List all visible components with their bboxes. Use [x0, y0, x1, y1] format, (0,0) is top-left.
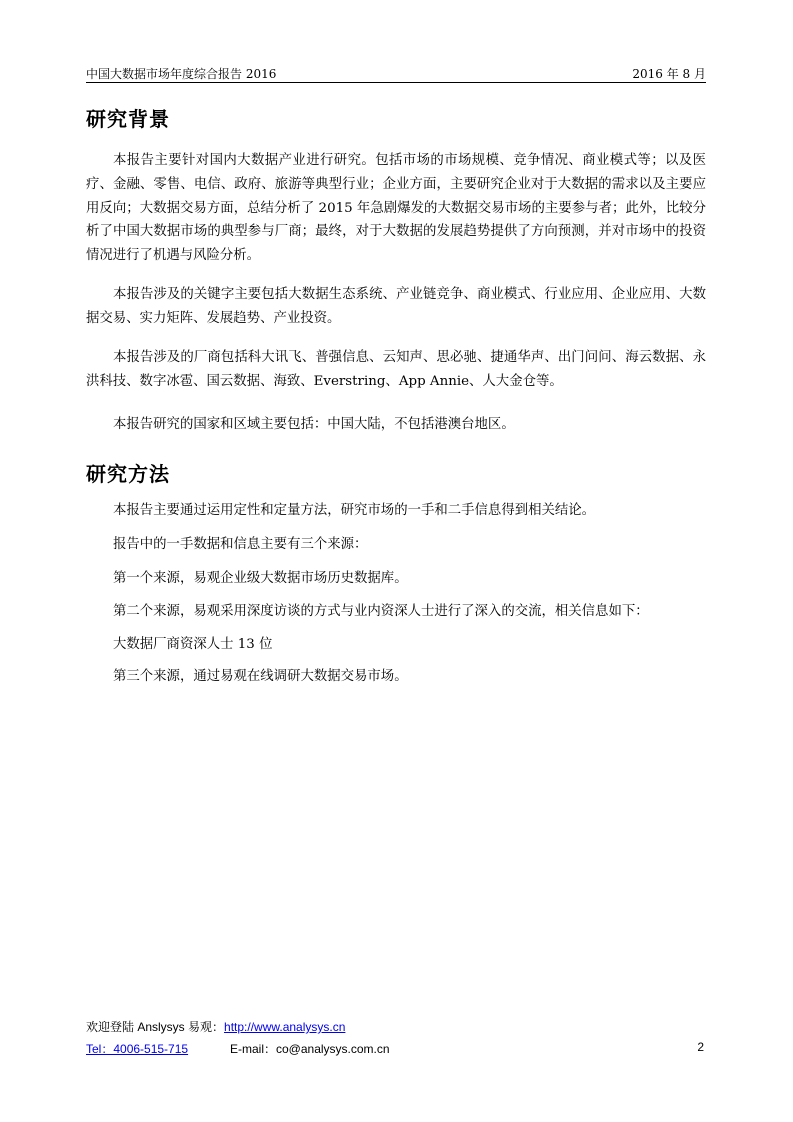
- tel-link[interactable]: Tel：4006-515-715: [86, 1042, 189, 1056]
- report-date: 2016 年 8 月: [632, 67, 706, 81]
- method-line-3: 第一个来源，易观企业级大数据市场历史数据库。: [113, 571, 408, 586]
- method-line-2: 报告中的一手数据和信息主要有三个来源：: [113, 537, 368, 552]
- report-title: 中国大数据市场年度综合报告 2016: [86, 67, 277, 81]
- section-heading-method: 研究方法: [86, 462, 170, 486]
- method-line-6: 第三个来源，通过易观在线调研大数据交易市场。: [113, 669, 408, 684]
- footer-contact: [86, 1040, 706, 1056]
- section-heading-background: 研究背景: [86, 107, 170, 131]
- background-paragraph-2: 本报告涉及的关键字主要包括大数据生态系统、产业链竞争、商业模式、行业应用、企业应用、大数据交易、实力矩阵、发展趋势、产业投资。: [86, 287, 706, 326]
- method-line-5: 大数据厂商资深人士 13 位: [113, 637, 273, 652]
- footer-welcome-text: 欢迎登陆 Anslysys 易观：: [86, 1020, 225, 1034]
- method-line-4: 第二个来源，易观采用深度访谈的方式与业内资深人士进行了深入的交流，相关信息如下：: [113, 604, 649, 619]
- background-paragraph-1: 本报告主要针对国内大数据产业进行研究。包括市场的市场规模、竞争情况、商业模式等；以及医疗、金融、零售、电信、政府、旅游等典型行业；企业方面，主要研究企业对于大数据的需求以及主要应用反向；大数据交易方面，总结分析了 2015 年急剧爆发的大数据交易市场的主要参与者；此外，比较分析了中国大数据市场的典型参与厂商；最终，对于大数据的发展趋势提供了方向预测，并对市场中的投资情况进行了机遇与风险分析。: [86, 153, 706, 264]
- background-paragraph-4: 本报告研究的国家和区域主要包括：中国大陆，不包括港澳台地区。: [113, 417, 515, 432]
- page-header: [86, 65, 706, 81]
- email-text: E-mail：co@analysys.com.cn: [230, 1042, 390, 1056]
- footer-welcome: [86, 1018, 706, 1035]
- method-line-1: 本报告主要通过运用定性和定量方法，研究市场的一手和二手信息得到相关结论。: [113, 503, 596, 518]
- website-link[interactable]: http://www.analysys.cn: [224, 1020, 346, 1034]
- header-divider: [86, 82, 706, 83]
- background-paragraph-3: 本报告涉及的厂商包括科大讯飞、普强信息、云知声、思必驰、捷通华声、出门问问、海云数据、永洪科技、数字冰雹、国云数据、海致、Everstring、App Annie、人大金仓等。: [86, 350, 706, 389]
- page-number: 2: [697, 1040, 704, 1054]
